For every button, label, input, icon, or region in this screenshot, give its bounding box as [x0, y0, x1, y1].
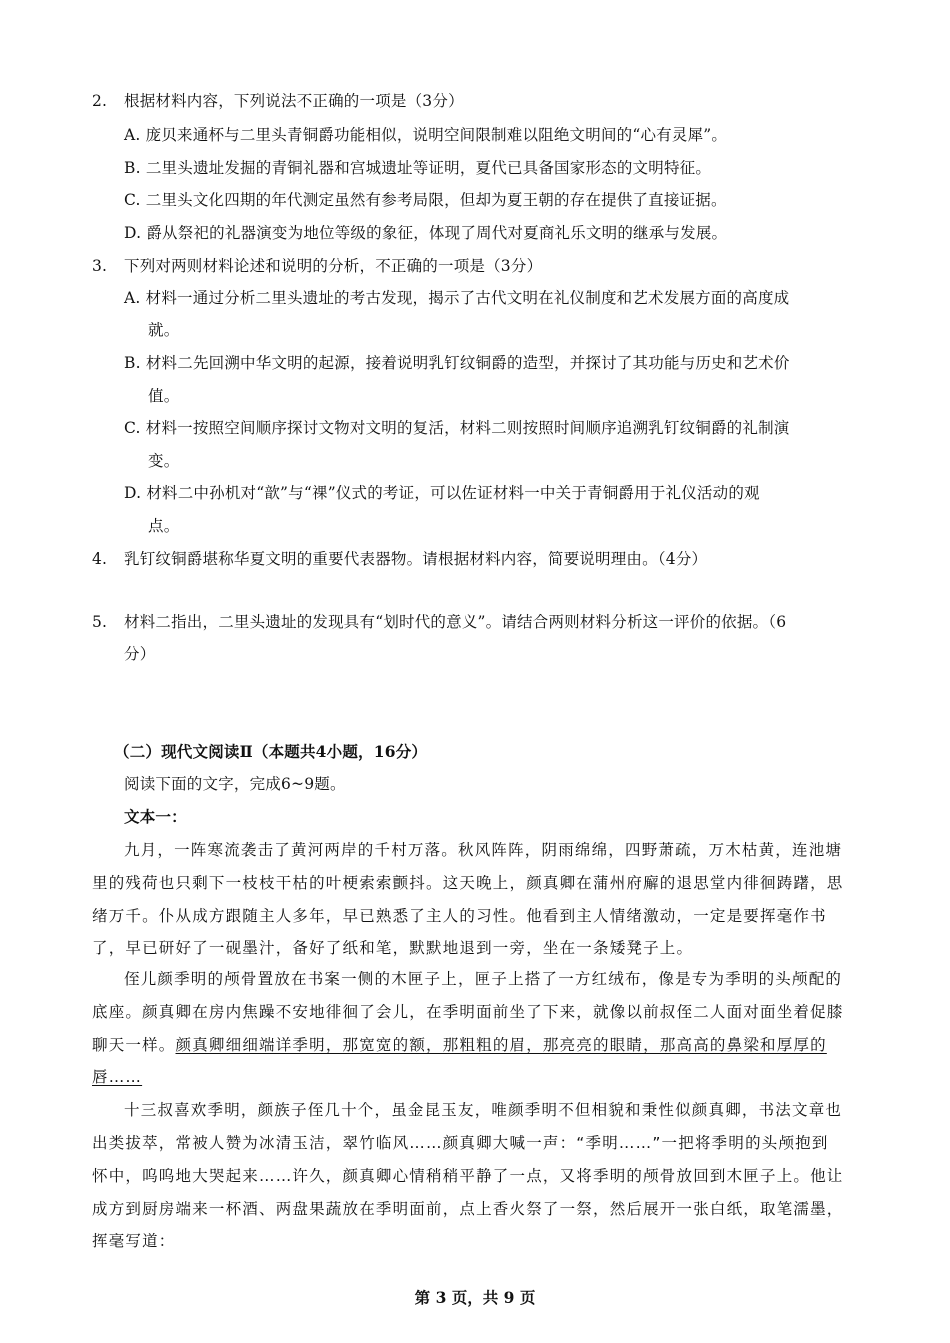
section-instruction: 阅读下面的文字，完成6~9题。	[124, 775, 346, 793]
passage-p1-line3: 绪万千。仆从成方跟随主人多年，早已熟悉了主人的习性。他看到主人情绪激动，一定是要挥毫作书	[92, 907, 827, 925]
passage-p2-line3	[92, 1034, 827, 1056]
q3-number: 3.	[92, 257, 108, 275]
q5-number: 5.	[92, 613, 108, 631]
passage-p3-line5: 挥毫写道：	[92, 1232, 176, 1250]
q3-option-c-line2: 变。	[148, 452, 180, 470]
q3-option-d-line2: 点。	[148, 517, 180, 535]
passage-p2-line3-plain: 聊天一样。	[92, 1036, 176, 1054]
q2-number: 2.	[92, 92, 108, 110]
q2-option-a: A. 庞贝来通杯与二里头青铜爵功能相似，说明空间限制难以阻绝文明间的“心有灵犀”。	[124, 126, 728, 144]
q2-option-d: D. 爵从祭祀的礼器演变为地位等级的象征，体现了周代对夏商礼乐文明的继承与发展。	[124, 224, 728, 242]
text-one-label: 文本一：	[124, 807, 187, 826]
q2-stem: 根据材料内容，下列说法不正确的一项是（3分）	[124, 92, 464, 110]
q2-option-b: B. 二里头遗址发掘的青铜礼器和宫城遗址等证明，夏代已具备国家形态的文明特征。	[124, 159, 712, 177]
q3-option-b-line2: 值。	[148, 387, 180, 405]
passage-underlined-sentence: 颜真卿细细端详季明，那宽宽的额，那粗粗的眉，那亮亮的眼睛，那高高的鼻梁和厚厚的	[175, 1036, 827, 1054]
passage-underlined-sentence-end: 唇……	[92, 1068, 143, 1086]
section-title: （二）现代文阅读Ⅱ（本题共4小题，16分）	[114, 742, 428, 761]
passage-p3-line2: 出类拔萃，常被人赞为冰清玉洁，翠竹临风……颜真卿大喊一声：“季明……”一把将季明的头颅抱到	[92, 1134, 829, 1152]
q3-option-a-line2: 就。	[148, 321, 180, 339]
q3-option-a-line1: A. 材料一通过分析二里头遗址的考古发现，揭示了古代文明在礼仪制度和艺术发展方面的高度成	[124, 289, 790, 307]
passage-p3-line1: 十三叔喜欢季明，颜族子侄几十个，虽金昆玉友，唯颜季明不但相貌和秉性似颜真卿，书法文章也	[124, 1101, 843, 1119]
passage-p1-line2: 里的残荷也只剩下一枝枝干枯的叶梗索索颤抖。这天晚上，颜真卿在蒲州府廨的退思堂内徘徊踌躇，思	[92, 874, 844, 892]
q5-stem-line1: 材料二指出，二里头遗址的发现具有“划时代的意义”。请结合两则材料分析这一评价的依据。（6	[124, 613, 787, 631]
passage-p2-line4	[92, 1066, 142, 1088]
q4-stem: 乳钉纹铜爵堪称华夏文明的重要代表器物。请根据材料内容，简要说明理由。（4分）	[124, 550, 708, 568]
q3-option-b-line1: B. 材料二先回溯中华文明的起源，接着说明乳钉纹铜爵的造型，并探讨了其功能与历史和艺术价	[124, 354, 790, 372]
q3-option-d-line1: D. 材料二中孙机对“歆”与“祼”仪式的考证，可以佐证材料一中关于青铜爵用于礼仪活动的观	[124, 484, 760, 502]
passage-p3-line4: 成方到厨房端来一杯酒、两盘果蔬放在季明面前，点上香火祭了一祭，然后展开一张白纸，取笔濡墨，	[92, 1200, 844, 1218]
passage-p2-line2: 底座。颜真卿在房内焦躁不安地徘徊了会儿，在季明面前坐了下来，就像以前叔侄二人面对面坐着促膝	[92, 1003, 844, 1021]
passage-p3-line3: 怀中，呜呜地大哭起来……许久，颜真卿心情稍稍平静了一点，又将季明的颅骨放回到木匣子上。他让	[92, 1167, 844, 1185]
passage-p2-line1: 侄儿颜季明的颅骨置放在书案一侧的木匣子上，匣子上搭了一方红绒布，像是专为季明的头颅配的	[124, 970, 843, 988]
passage-p1-line1: 九月，一阵寒流袭击了黄河两岸的千村万落。秋风阵阵，阴雨绵绵，四野萧疏，万木枯黄，连池塘	[124, 841, 843, 859]
q3-option-c-line1: C. 材料一按照空间顺序探讨文物对文明的复活，材料二则按照时间顺序追溯乳钉纹铜爵的礼制演	[124, 419, 790, 437]
q2-option-c: C. 二里头文化四期的年代测定虽然有参考局限，但却为夏王朝的存在提供了直接证据。	[124, 191, 727, 209]
q5-stem-line2: 分）	[124, 645, 156, 663]
q4-number: 4.	[92, 550, 108, 568]
page-number-footer: 第 3 页，共 9 页	[414, 1288, 536, 1307]
passage-p1-line4: 了，早已研好了一砚墨汁，备好了纸和笔，默默地退到一旁，坐在一条矮凳子上。	[92, 939, 694, 957]
q3-stem: 下列对两则材料论述和说明的分析，不正确的一项是（3分）	[124, 257, 543, 275]
